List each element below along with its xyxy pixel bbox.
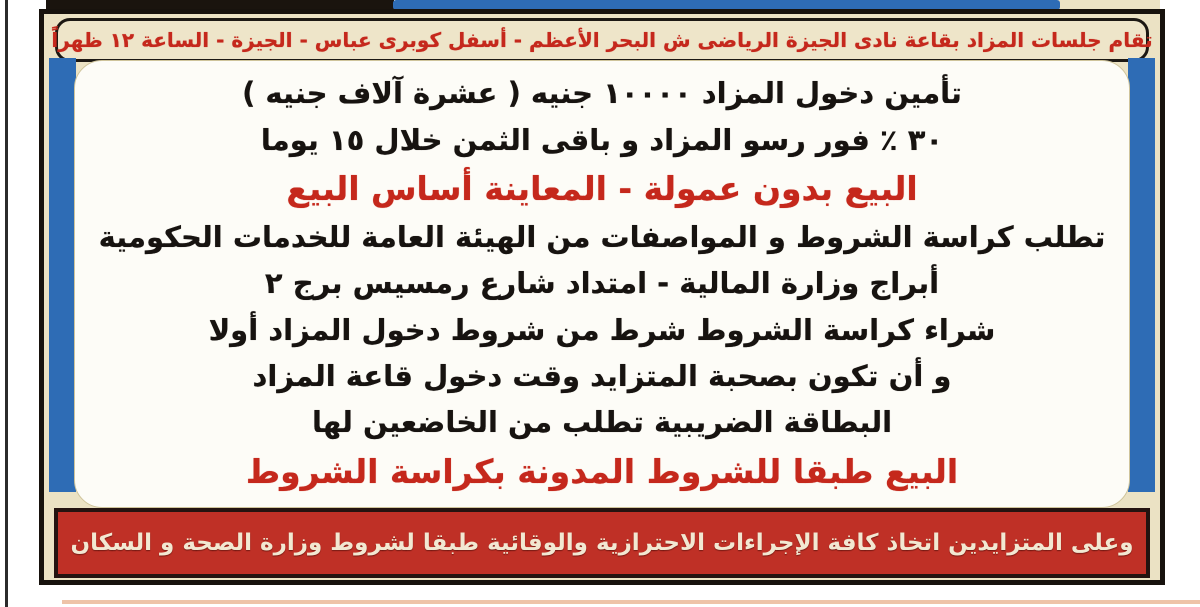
right-blue-strip	[1128, 58, 1155, 492]
auction-ad-frame	[39, 9, 1165, 585]
top-cutoff-cream-fragment	[1058, 0, 1160, 9]
ad-header-text: تقام جلسات المزاد بقاعة نادى الجيزة الرياضى ش البحر الأعظم - أسفل كوبرى عباس - الجيزة - الساعة ١٢ ظهراً	[51, 28, 1153, 52]
ad-text-line: البيع بدون عمولة - المعاينة أساس البيع	[286, 169, 918, 209]
column-divider-line	[5, 0, 8, 607]
top-cutoff-black-fragment	[46, 0, 394, 9]
ad-text-line: ٣٠ ٪ فور رسو المزاد و باقى الثمن خلال ١٥ يوما	[260, 122, 944, 157]
left-blue-strip	[49, 58, 76, 492]
next-ad-edge-line	[62, 600, 1200, 604]
ad-text-line: تأمين دخول المزاد ١٠٠٠٠ جنيه ( عشرة آلاف جنيه )	[242, 76, 962, 111]
ad-text-line: و أن تكون بصحبة المتزايد وقت دخول قاعة المزاد	[252, 358, 952, 393]
ad-body-panel	[74, 60, 1130, 508]
ad-text-line: تطلب كراسة الشروط و المواصفات من الهيئة العامة للخدمات الحكومية	[98, 220, 1106, 255]
covid-notice-banner	[54, 508, 1150, 578]
ad-text-line: البيع طبقا للشروط المدونة بكراسة الشروط	[245, 451, 959, 491]
ad-text-line: شراء كراسة الشروط شرط من شروط دخول المزاد أولا	[208, 312, 996, 347]
ad-text-line: أبراج وزارة المالية - امتداد شارع رمسيس برج ٢	[264, 266, 940, 301]
ad-header-box	[51, 18, 1153, 62]
ad-text-line: البطاقة الضريبية تطلب من الخاضعين لها	[311, 405, 893, 440]
covid-notice-text: وعلى المتزايدين اتخاذ كافة الإجراءات الاحترازية والوقائية طبقا لشروط وزارة الصحة و السكان	[70, 530, 1134, 556]
